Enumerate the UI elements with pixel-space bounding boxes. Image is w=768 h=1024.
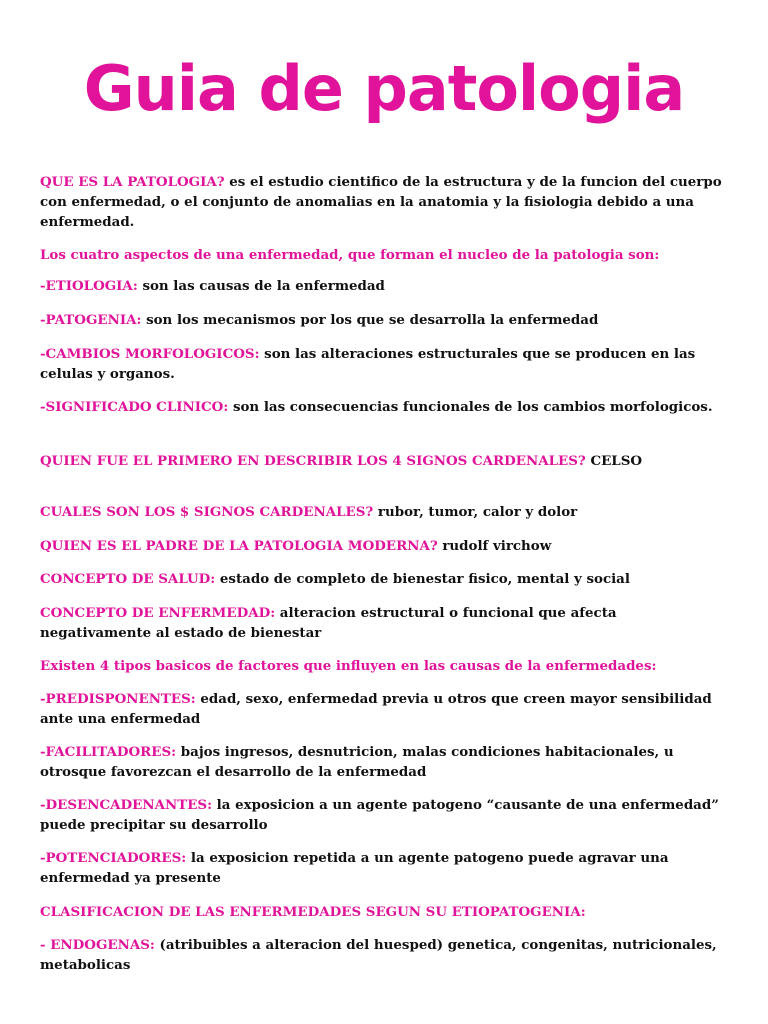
paragraph-desencadenantes [40, 795, 730, 835]
document-title: Guia de patologia [83, 52, 685, 125]
paragraph-four-aspects [40, 245, 730, 265]
paragraph-text: son las causas de la enfermedad [137, 278, 385, 294]
paragraph-facilitadores [40, 742, 730, 782]
paragraph-label: -ETIOLOGIA: [40, 278, 138, 294]
paragraph-text: son las alteraciones estructurales que se producen en las celulas y organos. [40, 346, 696, 382]
paragraph-label: Los cuatro aspectos de una enfermedad, que forman el nucleo de la patologia son: [40, 247, 660, 263]
paragraph-text: son los mecanismos por los que se desarrolla la enfermedad [141, 312, 599, 328]
paragraph-label: QUIEN ES EL PADRE DE LA PATOLOGIA MODERNA? [40, 538, 438, 554]
paragraph-clasificacion [40, 902, 730, 922]
paragraph-text: la exposicion a un agente patogeno “causante de una enfermedad” puede precipitar su desarrollo [40, 797, 719, 833]
paragraph-potenciadores [40, 848, 730, 888]
paragraph-text: rudolf virchow [437, 538, 552, 554]
paragraph-label: -CAMBIOS MORFOLOGICOS: [40, 346, 260, 362]
paragraph-label: -PATOGENIA: [40, 312, 142, 328]
paragraph-label: CUALES SON LOS $ SIGNOS CARDENALES? [40, 504, 374, 520]
paragraph-text: CELSO [585, 453, 643, 469]
paragraph-signos-primero [40, 451, 730, 471]
paragraph-label: -PREDISPONENTES: [40, 691, 196, 707]
paragraph-endogenas [40, 935, 730, 975]
paragraph-label: -DESENCADENANTES: [40, 797, 213, 813]
paragraph-label: CONCEPTO DE SALUD: [40, 571, 216, 587]
paragraph-text: alteracion estructural o funcional que afecta negativamente al estado de bienestar [40, 605, 617, 641]
paragraph-label: -FACILITADORES: [40, 744, 177, 760]
paragraph-label: Existen 4 tipos basicos de factores que influyen en las causas de la enfermedades: [40, 658, 657, 674]
paragraph-signos-cuales [40, 502, 730, 522]
paragraph-etiologia [40, 276, 730, 296]
paragraph-concepto-enfermedad [40, 603, 730, 643]
paragraph-text: edad, sexo, enfermedad previa u otros que creen mayor sensibilidad ante una enfermedad [40, 691, 712, 727]
paragraph-definition [40, 172, 730, 232]
paragraph-label: CONCEPTO DE ENFERMEDAD: [40, 605, 276, 621]
paragraph-padre-patologia [40, 536, 730, 556]
paragraph-text: es el estudio cientifico de la estructura y de la funcion del cuerpo con enfermedad, o el conjunto de anomalias en la anatomia y la fisiologia debido a una enfermedad. [40, 174, 722, 230]
paragraph-patogenia [40, 310, 730, 330]
paragraph-text: bajos ingresos, desnutricion, malas condiciones habitacionales, u otrosque favorezcan el desarrollo de la enfermedad [40, 744, 674, 780]
paragraph-predisponentes [40, 689, 730, 729]
paragraph-label: QUE ES LA PATOLOGIA? [40, 174, 225, 190]
paragraph-label: CLASIFICACION DE LAS ENFERMEDADES SEGUN SU ETIOPATOGENIA: [40, 904, 586, 920]
paragraph-label: - ENDOGENAS: [40, 937, 155, 953]
paragraph-text: rubor, tumor, calor y dolor [373, 504, 578, 520]
paragraph-tipos-factores [40, 656, 730, 676]
paragraph-text: son las consecuencias funcionales de los cambios morfologicos. [228, 399, 713, 415]
paragraph-significado-clinico [40, 397, 730, 417]
paragraph-cambios-morfologicos [40, 344, 730, 384]
paragraph-label: -SIGNIFICADO CLINICO: [40, 399, 229, 415]
paragraph-label: QUIEN FUE EL PRIMERO EN DESCRIBIR LOS 4 SIGNOS CARDENALES? [40, 453, 586, 469]
paragraph-text: (atribuibles a alteracion del huesped) genetica, congenitas, nutricionales, metabolicas [40, 937, 717, 973]
paragraph-label: -POTENCIADORES: [40, 850, 187, 866]
paragraph-text: estado de completo de bienestar fisico, mental y social [215, 571, 630, 587]
paragraph-concepto-salud [40, 569, 730, 589]
paragraph-text: la exposicion repetida a un agente patogeno puede agravar una enfermedad ya presente [40, 850, 669, 886]
